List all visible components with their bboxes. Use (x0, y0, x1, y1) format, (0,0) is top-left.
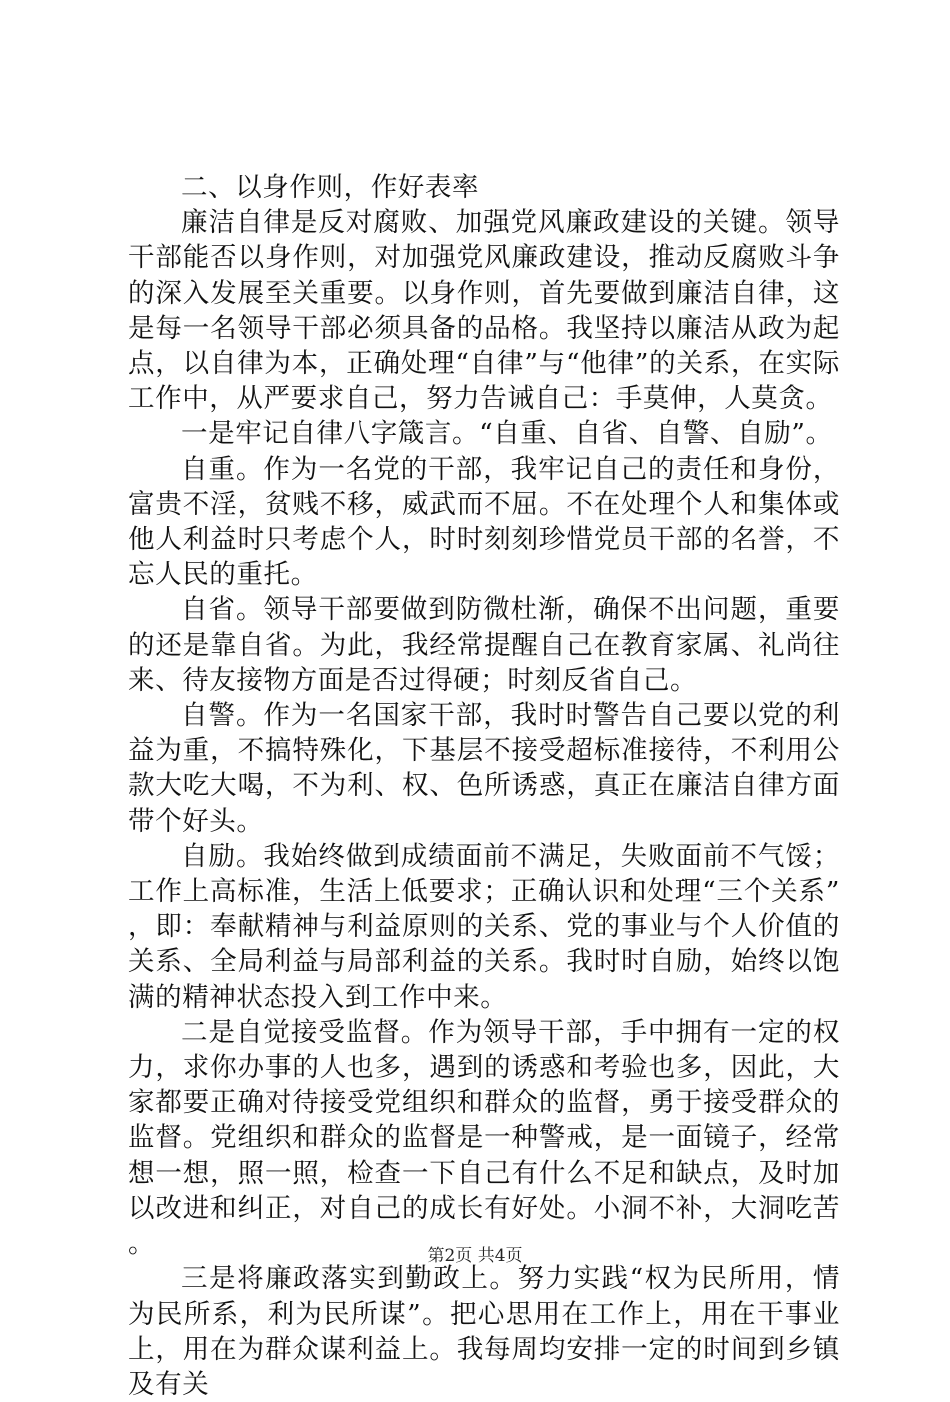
paragraph-diligent-governance: 三是将廉政落实到勤政上。努力实践“权为民所用，情为民所系，利为民所谋”。把心思用在工作上，用在干事业上，用在为群众谋利益上。我每周均安排一定的时间到乡镇及有关 (128, 1263, 840, 1400)
paragraph-self-respect: 自重。作为一名党的干部，我牢记自己的责任和身份，富贵不淫，贫贱不移，威武而不屈。不在处理个人和集体或他人利益时只考虑个人，时时刻刻珍惜党员干部的名誉，不忘人民的重托。 (128, 453, 840, 591)
paragraph-self-discipline-intro: 廉洁自律是反对腐败、加强党风廉政建设的关键。领导干部能否以身作则，对加强党风廉政建设，推动反腐败斗争的深入发展至关重要。以身作则，首先要做到廉洁自律，这是每一名领导干部必须具备的品格。我坚持以廉洁从政为起点，以自律为本，正确处理“自律”与“他律”的关系，在实际工作中，从严要求自己，努力告诫自己：手莫伸，人莫贪。 (128, 207, 840, 415)
paragraph-accept-supervision: 二是自觉接受监督。作为领导干部，手中拥有一定的权力，求你办事的人也多，遇到的诱惑和考验也多，因此，大家都要正确对待接受党组织和群众的监督，勇于接受群众的监督。党组织和群众的监督是一种警戒，是一面镜子，经常想一想，照一照，检查一下自己有什么不足和缺点，及时加以改进和纠正，对自己的成长有好处。小洞不补，大洞吃苦。 (128, 1016, 840, 1260)
page-number-footer: 第2页 共4页 (427, 1246, 523, 1266)
paragraph-self-warning: 自警。作为一名国家干部，我时时警告自己要以党的利益为重，不搞特殊化，下基层不接受超标准接待，不利用公款大吃大喝，不为利、权、色所诱惑，真正在廉洁自律方面带个好头。 (128, 700, 840, 837)
paragraph-self-reflection: 自省。领导干部要做到防微杜渐，确保不出问题，重要的还是靠自省。为此，我经常提醒自己在教育家属、礼尚往来、待友接物方面是否过得硬；时刻反省自己。 (128, 594, 840, 696)
paragraph-eight-words: 一是牢记自律八字箴言。“自重、自省、自警、自励”。 (181, 418, 833, 450)
document-body (128, 170, 840, 1402)
paragraph-self-encouragement: 自励。我始终做到成绩面前不满足，失败面前不气馁；工作上高标准，生活上低要求；正确认识和处理“三个关系”，即：奉献精神与利益原则的关系、党的事业与个人价值的关系、全局利益与局部利益的关系。我时时自励，始终以饱满的精神状态投入到工作中来。 (128, 840, 840, 1013)
section-heading: 二、以身作则，作好表率 (181, 172, 480, 203)
